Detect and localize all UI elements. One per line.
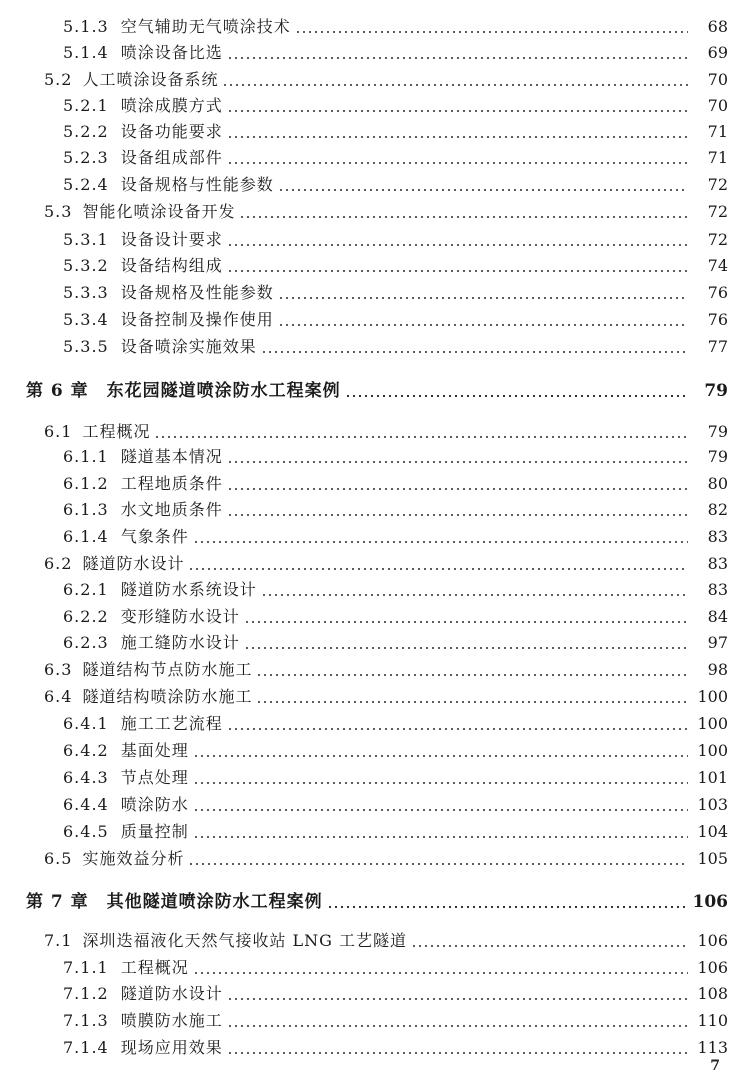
- dot-leader: [278, 297, 688, 299]
- toc-entry-page: 100: [697, 741, 728, 760]
- toc-entry-number: 6.1: [44, 422, 73, 441]
- toc-entry-number: 5.3.5: [63, 337, 109, 356]
- toc-entry-number: 6.2.3: [63, 633, 109, 652]
- dot-leader: [227, 461, 688, 463]
- dot-leader: [244, 647, 688, 649]
- toc-entry[interactable]: [0, 684, 750, 710]
- toc-entry-page: 98: [707, 660, 728, 679]
- toc-entry[interactable]: [0, 792, 750, 818]
- toc-entry[interactable]: [0, 819, 750, 845]
- dot-leader: [227, 110, 688, 112]
- toc-entry-title: 空气辅助无气喷涂技术: [120, 17, 291, 36]
- toc-entry-title: 隧道结构节点防水施工: [82, 660, 253, 679]
- toc-entry-number: 6.4.1: [63, 714, 109, 733]
- toc-entry-number: 6.1.1: [63, 447, 109, 466]
- toc-entry[interactable]: [0, 172, 750, 198]
- toc-entry-title: 隧道防水设计: [120, 984, 223, 1003]
- toc-entry-title: 设备喷涂实施效果: [120, 337, 257, 356]
- toc-entry-page: 71: [707, 148, 728, 167]
- toc-entry-page: 105: [697, 849, 728, 868]
- toc-entry-page: 79: [707, 422, 728, 441]
- toc-entry[interactable]: [0, 1008, 750, 1034]
- toc-entry-title: 设备结构组成: [120, 256, 223, 275]
- toc-entry-page: 113: [697, 1038, 728, 1057]
- toc-entry-page: 77: [707, 337, 728, 356]
- toc-entry-title: 隧道基本情况: [120, 447, 223, 466]
- toc-entry-title: 喷涂设备比选: [120, 43, 223, 62]
- dot-leader: [295, 31, 688, 33]
- toc-entry[interactable]: [0, 419, 750, 445]
- toc-entry-page: 76: [707, 283, 728, 302]
- dot-leader: [256, 701, 688, 703]
- toc-entry-title: 设备功能要求: [120, 122, 223, 141]
- toc-entry-number: 5.1.4: [63, 43, 109, 62]
- toc-entry-page: 101: [697, 768, 728, 787]
- dot-leader: [227, 162, 688, 164]
- toc-entry-title: 隧道结构喷涂防水施工: [82, 687, 253, 706]
- toc-entry-number: 5.2.1: [63, 96, 109, 115]
- toc-entry-page: 76: [707, 310, 728, 329]
- toc-entry-page: 68: [707, 17, 728, 36]
- dot-leader: [278, 189, 688, 191]
- toc-entry-number: 6.2.2: [63, 607, 109, 626]
- toc-entry-page: 100: [697, 714, 728, 733]
- dot-leader: [193, 755, 688, 757]
- toc-entry-number: 6.2: [44, 554, 73, 573]
- dot-leader: [188, 568, 688, 570]
- dot-leader: [227, 57, 688, 59]
- toc-entry[interactable]: [0, 307, 750, 333]
- toc-entry[interactable]: [0, 981, 750, 1007]
- toc-entry-title: 节点处理: [120, 768, 189, 787]
- toc-entry-number: 6.1.4: [63, 527, 109, 546]
- toc-entry[interactable]: [0, 280, 750, 306]
- toc-entry-number: 5.3.2: [63, 256, 109, 275]
- toc-entry-title: 施工缝防水设计: [120, 633, 240, 652]
- toc-entry-title: 喷涂防水: [120, 795, 189, 814]
- toc-entry-number: 7.1.4: [63, 1038, 109, 1057]
- toc-entry-title: 变形缝防水设计: [120, 607, 240, 626]
- toc-entry-page: 106: [697, 958, 728, 977]
- toc-entry-title: 东花园隧道喷涂防水工程案例: [106, 381, 341, 401]
- toc-entry-title: 深圳迭福液化天然气接收站 LNG 工艺隧道: [82, 931, 408, 950]
- toc-entry-number: 5.2.4: [63, 175, 109, 194]
- toc-entry-title: 施工工艺流程: [120, 714, 223, 733]
- dot-leader: [227, 244, 688, 246]
- toc-entry-page: 100: [697, 687, 728, 706]
- dot-leader: [154, 436, 688, 438]
- toc-entry-page: 83: [707, 580, 728, 599]
- toc-entry[interactable]: [0, 604, 750, 630]
- toc-entry-number: 6.1.3: [63, 500, 109, 519]
- toc-entry-number: 7.1.3: [63, 1011, 109, 1030]
- dot-leader: [227, 1052, 688, 1054]
- toc-entry-page: 72: [707, 175, 728, 194]
- toc-entry[interactable]: [0, 711, 750, 737]
- toc-entry-title: 设备设计要求: [120, 230, 223, 249]
- toc-entry-number: 6.5: [44, 849, 73, 868]
- dot-leader: [227, 514, 688, 516]
- toc-entry[interactable]: [0, 199, 750, 225]
- toc-entry[interactable]: [0, 93, 750, 119]
- dot-leader: [222, 84, 688, 86]
- toc-entry-title: 设备控制及操作使用: [120, 310, 274, 329]
- toc-entry[interactable]: [0, 227, 750, 253]
- toc-entry-number: 5.3: [44, 202, 73, 221]
- toc-entry-number: 5.2: [44, 70, 73, 89]
- toc-entry-page: 71: [707, 122, 728, 141]
- toc-entry-title: 喷膜防水施工: [120, 1011, 223, 1030]
- toc-entry-number: 6.4.3: [63, 768, 109, 787]
- toc-entry-title: 实施效益分析: [82, 849, 185, 868]
- toc-entry[interactable]: [0, 119, 750, 145]
- toc-entry-title: 隧道防水系统设计: [120, 580, 257, 599]
- dot-leader: [261, 594, 688, 596]
- toc-entry[interactable]: [0, 253, 750, 279]
- toc-entry-number: 7.1.1: [63, 958, 109, 977]
- toc-entry[interactable]: [0, 765, 750, 791]
- dot-leader: [193, 809, 688, 811]
- dot-leader: [227, 488, 688, 490]
- toc-entry-title: 设备规格及性能参数: [120, 283, 274, 302]
- toc-entry-title: 基面处理: [120, 741, 189, 760]
- dot-leader: [193, 782, 688, 784]
- toc-entry[interactable]: [0, 471, 750, 497]
- toc-entry[interactable]: [0, 846, 750, 872]
- toc-entry-title: 设备组成部件: [120, 148, 223, 167]
- toc-chapter-entry[interactable]: [0, 378, 750, 404]
- toc-entry-page: 104: [697, 822, 728, 841]
- toc-entry-page: 84: [707, 607, 728, 626]
- toc-entry[interactable]: [0, 14, 750, 40]
- toc-entry-number: 6.4.5: [63, 822, 109, 841]
- dot-leader: [345, 395, 688, 397]
- dot-leader: [227, 998, 688, 1000]
- toc-entry-number: 6.3: [44, 660, 73, 679]
- toc-entry[interactable]: [0, 334, 750, 360]
- toc-entry-number: 第 6 章: [26, 381, 89, 401]
- toc-entry-page: 106: [692, 892, 728, 912]
- toc-entry-page: 83: [707, 554, 728, 573]
- toc-entry-number: 6.4: [44, 687, 73, 706]
- dot-leader: [193, 541, 688, 543]
- toc-entry[interactable]: [0, 497, 750, 523]
- toc-entry-page: 97: [707, 633, 728, 652]
- toc-entry[interactable]: [0, 551, 750, 577]
- toc-entry[interactable]: [0, 524, 750, 550]
- toc-entry-page: 70: [707, 96, 728, 115]
- dot-leader: [188, 863, 688, 865]
- toc-entry-number: 6.2.1: [63, 580, 109, 599]
- toc-entry-page: 103: [697, 795, 728, 814]
- dot-leader: [227, 136, 688, 138]
- toc-entry-title: 工程概况: [120, 958, 189, 977]
- toc-entry-page: 110: [697, 1011, 728, 1030]
- toc-entry-page: 74: [707, 256, 728, 275]
- dot-leader: [193, 836, 688, 838]
- toc-entry[interactable]: [0, 67, 750, 93]
- toc-entry-title: 气象条件: [120, 527, 189, 546]
- toc-entry-number: 6.1.2: [63, 474, 109, 493]
- toc-entry-page: 80: [707, 474, 728, 493]
- toc-entry-title: 隧道防水设计: [82, 554, 185, 573]
- toc-entry-title: 现场应用效果: [120, 1038, 223, 1057]
- toc-entry-page: 79: [704, 381, 728, 401]
- toc-chapter-entry[interactable]: [0, 889, 750, 915]
- toc-entry-page: 106: [697, 931, 728, 950]
- toc-entry[interactable]: [0, 145, 750, 171]
- toc-entry[interactable]: [0, 40, 750, 66]
- dot-leader: [411, 945, 688, 947]
- dot-leader: [193, 972, 688, 974]
- dot-leader: [244, 621, 688, 623]
- toc-entry-number: 5.2.2: [63, 122, 109, 141]
- toc-entry-number: 6.4.2: [63, 741, 109, 760]
- toc-entry[interactable]: [0, 955, 750, 981]
- toc-entry-page: 72: [707, 230, 728, 249]
- toc-entry[interactable]: [0, 630, 750, 656]
- dot-leader: [278, 324, 688, 326]
- toc-entry[interactable]: [0, 444, 750, 470]
- toc-entry-title: 其他隧道喷涂防水工程案例: [106, 892, 323, 912]
- toc-entry-number: 6.4.4: [63, 795, 109, 814]
- dot-leader: [327, 906, 688, 908]
- toc-entry-number: 5.3.4: [63, 310, 109, 329]
- toc-entry-title: 智能化喷涂设备开发: [82, 202, 236, 221]
- toc-entry-title: 工程地质条件: [120, 474, 223, 493]
- toc-entry-number: 7.1.2: [63, 984, 109, 1003]
- dot-leader: [227, 728, 688, 730]
- toc-entry[interactable]: [0, 738, 750, 764]
- toc-entry[interactable]: [0, 1035, 750, 1061]
- dot-leader: [227, 270, 688, 272]
- page-number: 7: [710, 1058, 720, 1074]
- toc-entry-number: 第 7 章: [26, 892, 89, 912]
- toc-entry-title: 设备规格与性能参数: [120, 175, 274, 194]
- toc-entry-page: 79: [707, 447, 728, 466]
- toc-entry[interactable]: [0, 577, 750, 603]
- dot-leader: [261, 351, 688, 353]
- toc-entry[interactable]: [0, 657, 750, 683]
- toc-entry-title: 工程概况: [82, 422, 151, 441]
- toc-entry-number: 5.3.1: [63, 230, 109, 249]
- dot-leader: [239, 216, 688, 218]
- toc-entry-number: 5.3.3: [63, 283, 109, 302]
- toc-entry-page: 108: [697, 984, 728, 1003]
- toc-entry-number: 5.1.3: [63, 17, 109, 36]
- toc-entry-page: 72: [707, 202, 728, 221]
- toc-entry-number: 5.2.3: [63, 148, 109, 167]
- toc-entry-page: 70: [707, 70, 728, 89]
- dot-leader: [256, 674, 688, 676]
- toc-entry-title: 水文地质条件: [120, 500, 223, 519]
- toc-entry[interactable]: [0, 928, 750, 954]
- toc-entry-title: 质量控制: [120, 822, 189, 841]
- toc-entry-page: 83: [707, 527, 728, 546]
- toc-entry-title: 喷涂成膜方式: [120, 96, 223, 115]
- toc-entry-number: 7.1: [44, 931, 73, 950]
- toc-entry-page: 82: [707, 500, 728, 519]
- toc-entry-title: 人工喷涂设备系统: [82, 70, 219, 89]
- dot-leader: [227, 1025, 688, 1027]
- toc-entry-page: 69: [707, 43, 728, 62]
